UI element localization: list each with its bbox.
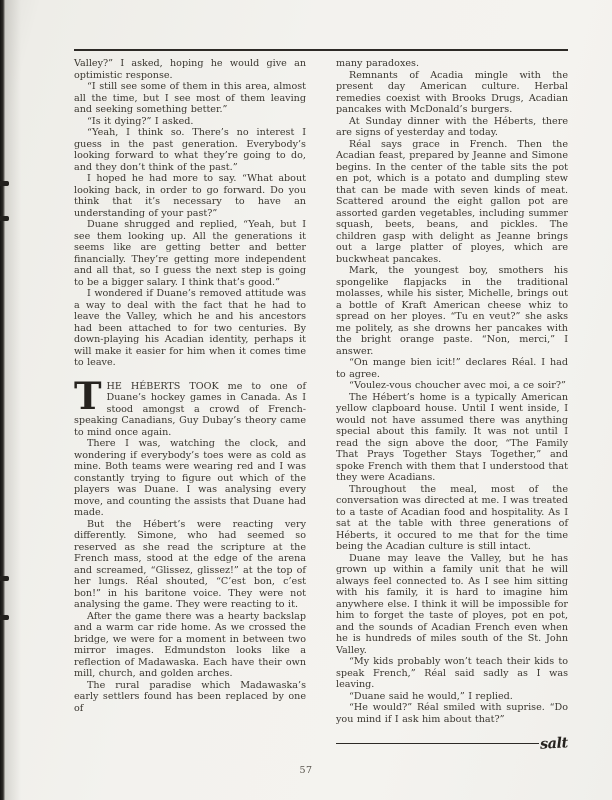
body-paragraph: After the game there was a hearty backslap and a warm car ride home. As we crossed the bridge, we were for a moment in between two mirror images. Edmundston looks like a reflection of Madawaska. Each have their own mill, church, and golden arches.	[74, 610, 306, 679]
body-paragraph: “Yeah, I think so. There’s no interest I guess in the past generation. Everybody’s looking forward to what they’re going to do, and they don’t think of the past.”	[74, 127, 306, 173]
body-paragraph: many paradoxes.	[336, 58, 420, 69]
left-column	[74, 58, 306, 752]
article-end-signature	[336, 735, 568, 752]
drop-cap-letter: T	[74, 373, 102, 418]
body-paragraph: I wondered if Duane’s removed attitude was a way to deal with the fact that he had to leave the Valley, which he and his ancestors had been attached to for two centuries. By down-playing his Acadian identity, perhaps it will make it easier for him when it comes time to leave.	[74, 288, 306, 368]
top-rule	[74, 49, 568, 51]
binding-tick	[0, 216, 9, 221]
body-paragraph: Mark, the youngest boy, smothers his spongelike flapjacks in the traditional molasses, while his sister, Michelle, brings out a bottle of Kraft American cheese whiz to spread on her ployes. “Tu en veut?” she asks me politely, as she drowns her pancakes with the bright orange paste. “Non, merci,” I answer.	[336, 265, 568, 357]
page-content	[74, 49, 568, 752]
right-column	[336, 58, 568, 752]
page-number: 57	[299, 765, 313, 776]
body-paragraph: The Hébert’s home is a typically American yellow clapboard house. Until I went inside, I would not have assumed there was anything special about this family. It was not until I read the sign above the door, “The Family That Prays Together Stays Together,” and spoke French with them that I understood that they were Acadians.	[336, 391, 568, 483]
body-paragraph: Valley?” I asked, hoping he would give an optimistic response.	[74, 58, 306, 81]
body-paragraph: At Sunday dinner with the Héberts, there are signs of yesterday and today.	[336, 115, 568, 138]
text-columns	[74, 58, 568, 752]
body-paragraph: “I still see some of them in this area, almost all the time, but I see most of them leaving and seeking something better.”	[74, 81, 306, 115]
section-opening-paragraph	[74, 373, 306, 439]
signature-rule	[336, 743, 539, 745]
body-paragraph: Throughout the meal, most of the conversation was directed at me. I was treated to a taste of Acadian food and hospitality. As I sat at the table with three generations of Héberts, it occured to me that for the time being the Acadian culture is still intact.	[336, 483, 568, 552]
body-paragraph: “He would?” Réal smiled with suprise. “Do you mind if I ask him about that?”	[336, 702, 568, 725]
body-paragraph: Duane shrugged and replied, “Yeah, but I see them looking up. All the generations it seems like are getting better and better financially. They’re getting more independent and all that, so I guess the next step is going to be a bigger salary. I think that’s good.”	[74, 219, 306, 288]
binding-tick	[0, 615, 9, 620]
binding-tick	[0, 181, 9, 186]
body-paragraph: But the Hébert’s were reacting very differently. Simone, who had seemed so reserved as she read the scripture at the French mass, stood at the edge of the arena and screamed, “Glissez, glissez!” at the top of her lungs. Réal shouted, “C’est bon, c’est bon!” in his baritone voice. They were not analysing the game. They were reacting to it.	[74, 518, 306, 610]
body-paragraph: There I was, watching the clock, and wondering if everybody’s toes were as cold as mine. Both teams were wearing red and I was constantly trying to figure out which of the players was Duane. I was analysing every move, and counting the assists that Duane had made.	[74, 438, 306, 518]
body-paragraph: The rural paradise which Madawaska’s early settlers found has been replaced by one of	[74, 679, 306, 714]
section-opening-text: HE HÉBERTS TOOK me to one of Duane’s hockey games in Canada. As I stood amongst a crowd of French-speaking Canadians, Guy Dubay’s theory came to mind once again.	[74, 380, 306, 438]
salt-signature: salt	[539, 734, 569, 753]
body-paragraph: Réal says grace in French. Then the Acadian feast, prepared by Jeanne and Simone begins. In the center of the table sits the pot en pot, which is a potato and dumpling stew that can be made with seven kinds of meat. Scattered around the eight gallon pot are assorted garden vegetables, including summer squash, beets, beans, and pickles. The children gasp with delight as Jeanne brings out a large platter of ployes, which are buckwheat pancakes.	[336, 138, 568, 265]
body-paragraph: “My kids probably won’t teach their kids to speak French,” Réal said sadly as I was leaving.	[336, 656, 568, 690]
body-paragraph: Remnants of Acadia mingle with the present day American culture. Herbal remedies coexist with Brooks Drugs, Acadian pancakes with McDonald’s burgers.	[336, 69, 568, 115]
body-paragraph: I hoped he had more to say. “What about looking back, in order to go forward. Do you think that it’s necessary to have an understanding of your past?”	[74, 173, 306, 219]
body-paragraph: “On mange bien icit!” declares Réal. I had to agree.	[336, 357, 568, 380]
body-paragraph: Duane may leave the Valley, but he has grown up within a family unit that he will always feel connected to. As I see him sitting with his family, it is hard to imagine him anywhere else. I think it will be impossible for him to forget the taste of ployes, pot en pot, and the sounds of Acadian French even when he is hundreds of miles south of the St. John Valley.	[336, 552, 568, 656]
scan-binding-shadow	[5, 0, 21, 800]
binding-tick	[0, 576, 9, 581]
body-paragraph: “Is it dying?” I asked.	[87, 115, 194, 127]
body-paragraph: “Duane said he would,” I replied.	[349, 690, 513, 702]
body-paragraph: “Voulez-vous choucher avec moi, a ce soir?”	[349, 380, 566, 391]
